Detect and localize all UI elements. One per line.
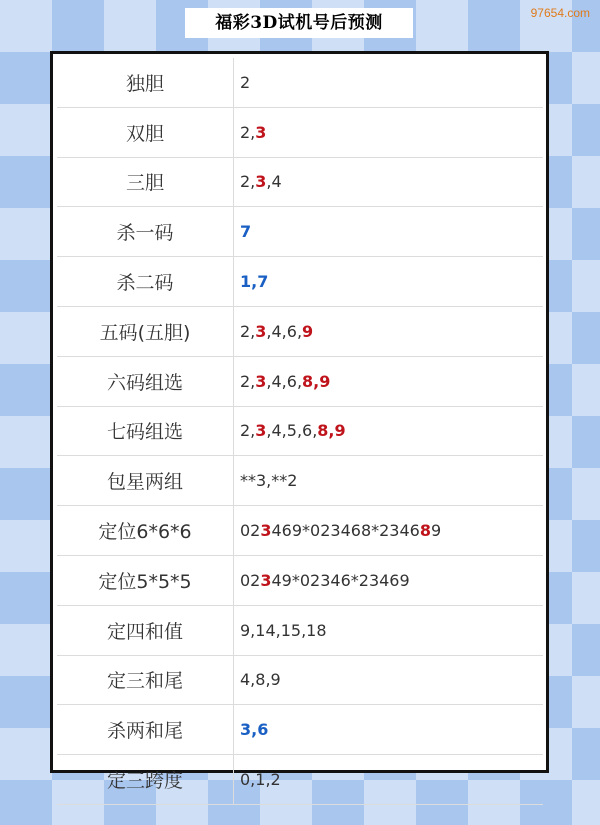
highlight-blue: 1,7: [240, 272, 269, 292]
table-row: [57, 356, 543, 406]
value-text: 2,: [240, 421, 256, 441]
row-label: 包星两组: [57, 456, 234, 506]
prediction-panel: [50, 51, 549, 793]
row-label: 六码组选: [57, 356, 234, 406]
value-text: 2,: [240, 172, 256, 192]
highlight-blue: 3,6: [240, 720, 269, 740]
row-label: 定三和尾: [57, 655, 234, 705]
row-label: 七码组选: [57, 406, 234, 456]
row-label: 定三跨度: [57, 755, 234, 805]
highlight-red: 3: [260, 570, 272, 590]
value-text: 4,8,9: [240, 670, 281, 690]
highlight-red: 3: [255, 421, 267, 441]
highlight-red: 3: [255, 122, 267, 142]
row-value: [234, 655, 544, 705]
site-watermark: 97654.com: [530, 6, 590, 20]
table-row: [57, 306, 543, 356]
row-value: [234, 755, 544, 805]
row-value: [234, 605, 544, 655]
table-row: [57, 257, 543, 307]
row-label: 杀两和尾: [57, 705, 234, 755]
row-value: [234, 207, 544, 257]
row-label: 五码(五胆): [57, 306, 234, 356]
row-label: 定四和值: [57, 605, 234, 655]
highlight-red: 3: [255, 321, 267, 341]
value-text: 9,14,15,18: [240, 620, 327, 640]
table-row: [57, 655, 543, 705]
table-row: [57, 605, 543, 655]
table-row: [57, 157, 543, 207]
highlight-red: 8,9: [302, 371, 331, 391]
value-text: 2: [240, 72, 251, 92]
table-row: [57, 107, 543, 157]
row-label: 双胆: [57, 107, 234, 157]
row-value: [234, 456, 544, 506]
highlight-red: 8: [419, 521, 431, 541]
row-value: [234, 356, 544, 406]
table-row: [57, 456, 543, 506]
row-value: [234, 58, 544, 107]
row-label: 杀二码: [57, 257, 234, 307]
table-row: [57, 555, 543, 605]
value-text: **3,**2: [240, 471, 298, 491]
value-text: 9: [430, 521, 442, 541]
highlight-blue: 7: [240, 222, 252, 242]
value-text: 2,: [240, 371, 256, 391]
page-title: 福彩3D试机号后预测: [185, 8, 413, 38]
prediction-table: [57, 58, 543, 805]
row-label: 定位5*5*5: [57, 555, 234, 605]
value-text: 02: [240, 521, 261, 541]
value-text: ,4,6,: [266, 371, 303, 391]
table-row: [57, 755, 543, 805]
row-value: [234, 406, 544, 456]
row-value: [234, 705, 544, 755]
row-value: [234, 555, 544, 605]
row-label: 独胆: [57, 58, 234, 107]
value-text: 0,1,2: [240, 770, 281, 790]
table-row: [57, 58, 543, 107]
value-text: ,4,5,6,: [266, 421, 318, 441]
value-text: 2,: [240, 122, 256, 142]
table-row: [57, 406, 543, 456]
value-text: 02: [240, 570, 261, 590]
row-label: 三胆: [57, 157, 234, 207]
value-text: 469*023468*2346: [271, 521, 420, 541]
highlight-red: 8,9: [317, 421, 346, 441]
table-row: [57, 705, 543, 755]
value-text: ,4,6,: [266, 321, 303, 341]
highlight-red: 3: [255, 172, 267, 192]
highlight-red: 9: [302, 321, 314, 341]
row-label: 杀一码: [57, 207, 234, 257]
table-row: [57, 207, 543, 257]
row-value: [234, 306, 544, 356]
row-value: [234, 107, 544, 157]
highlight-red: 3: [255, 371, 267, 391]
row-label: 定位6*6*6: [57, 506, 234, 556]
highlight-red: 3: [260, 521, 272, 541]
row-value: [234, 157, 544, 207]
row-value: [234, 257, 544, 307]
row-value: [234, 506, 544, 556]
table-row: [57, 506, 543, 556]
value-text: 2,: [240, 321, 256, 341]
value-text: 49*02346*23469: [271, 570, 410, 590]
value-text: ,4: [266, 172, 282, 192]
